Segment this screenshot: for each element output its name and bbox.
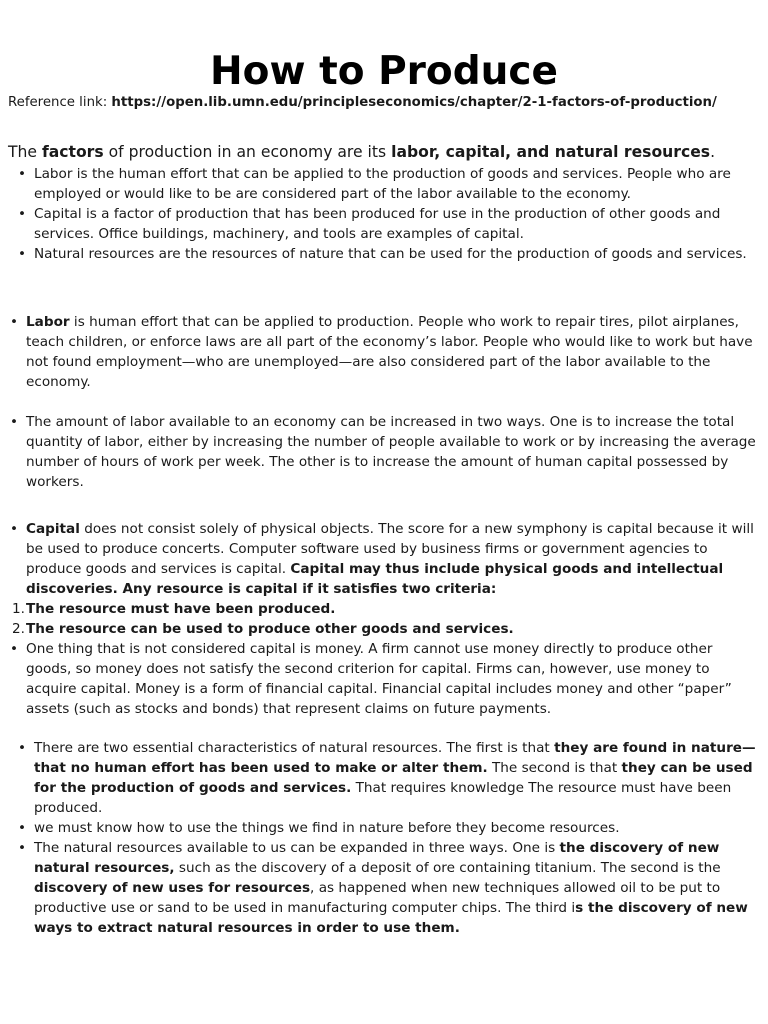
- natural-bold: the discovery of new natural resources,: [34, 840, 720, 876]
- bullet-icon: •: [17, 206, 27, 222]
- bullet-icon: •: [17, 740, 27, 756]
- bullet-icon: •: [17, 840, 27, 856]
- list-item: [12, 599, 756, 619]
- natural-resources-section: [17, 738, 760, 938]
- natural-bold: they are found in nature—that no human effort has been used to make or alter them.: [34, 740, 756, 776]
- natural-text: There are two essential characteristics of natural resources. The first is that: [34, 740, 555, 756]
- summary-labor: Labor is the human effort that can be applied to the production of goods and services. People who are employed or would like to be are considered part of the labor available to the economy.: [34, 166, 731, 202]
- natural-bold: they can be used for the production of goods and services.: [34, 760, 753, 796]
- list-item: [17, 838, 760, 938]
- bullet-icon: •: [17, 166, 27, 182]
- list-item: [17, 738, 760, 818]
- intro-bold-factors: factors: [41, 143, 104, 161]
- money-text: One thing that is not considered capital is money. A firm cannot use money directly to produce other goods, so money does not satisfy the second criterion for capital. Firms can, however, use money to acquire capital. Money is a form of financial capital. Financial capital includes money and other “paper” assets (such as stocks and bonds) that represent claims on future payments.: [26, 641, 732, 717]
- criterion-number: 1.: [12, 601, 25, 617]
- intro-text: The: [8, 143, 42, 161]
- reference-label: Reference link:: [8, 95, 112, 110]
- labor-section: [9, 312, 756, 392]
- criterion-text: The resource must have been produced.: [26, 601, 336, 617]
- list-item: [9, 639, 756, 719]
- list-item: [9, 312, 756, 392]
- labor-amount-text: The amount of labor available to an economy can be increased in two ways. One is to increase the total quantity of labor, either by increasing the number of people available to work or by increasing the average number of hours of work per week. The other is to increase the amount of human capital possessed by workers.: [26, 414, 756, 490]
- capital-definition: does not consist solely of physical objects. The score for a new symphony is capital because it will be used to produce concerts. Computer software used by business firms or government agencies to produce goods and services is capital.: [26, 521, 754, 577]
- natural-text: such as the discovery of a deposit of ore containing titanium. The second is the: [174, 860, 721, 876]
- list-item: [12, 619, 756, 639]
- page-title: How to Produce: [210, 49, 558, 94]
- intro-text: .: [710, 143, 716, 161]
- natural-text: The second is that: [487, 760, 622, 776]
- natural-knowledge-text: we must know how to use the things we find in nature before they become resources.: [34, 820, 620, 836]
- labor-definition: is human effort that can be applied to production. People who work to repair tires, pilot airplanes, teach children, or enforce laws are all part of the economy’s labor. People who would like to work but have not found employment—who are unemployed—are also considered part of the labor available to the economy.: [26, 314, 753, 390]
- summary-natural-resources: Natural resources are the resources of nature that can be used for the production of goods and services.: [34, 246, 747, 262]
- bullet-icon: •: [9, 521, 19, 537]
- bullet-icon: •: [9, 641, 19, 657]
- criterion-number: 2.: [12, 621, 25, 637]
- intro-paragraph: [8, 141, 763, 163]
- bullet-icon: •: [17, 246, 27, 262]
- list-item: [17, 164, 760, 204]
- bullet-icon: •: [9, 314, 19, 330]
- list-item: [17, 204, 760, 244]
- list-item: [9, 412, 756, 492]
- labor-term: Labor: [26, 314, 70, 330]
- capital-section: [9, 519, 756, 719]
- list-item: [17, 244, 760, 264]
- reference-line: [8, 94, 768, 112]
- intro-text: of production in an economy are its: [103, 143, 392, 161]
- natural-text: That requires knowledge The resource must have been produced.: [34, 780, 732, 816]
- bullet-icon: •: [9, 414, 19, 430]
- intro-bold-factors-list: labor, capital, and natural resources: [391, 143, 711, 161]
- criterion-text: The resource can be used to produce other goods and services.: [26, 621, 514, 637]
- reference-url: https://open.lib.umn.edu/principleseconomics/chapter/2-1-factors-of-production/: [111, 95, 717, 110]
- summary-list: [17, 164, 760, 264]
- summary-capital: Capital is a factor of production that has been produced for use in the production of other goods and services. Office buildings, machinery, and tools are examples of capital.: [34, 206, 721, 242]
- capital-criteria-intro: Capital may thus include physical goods and intellectual discoveries. Any resource is capital if it satisfies two criteria:: [26, 561, 724, 597]
- natural-text: , as happened when new techniques allowed oil to be put to productive use or sand to be used in manufacturing computer chips. The third i: [34, 880, 721, 916]
- capital-term: Capital: [26, 521, 80, 537]
- list-item: [17, 818, 760, 838]
- natural-bold: s the discovery of new ways to extract natural resources in order to use them.: [34, 900, 748, 936]
- bullet-icon: •: [17, 820, 27, 836]
- natural-text: The natural resources available to us can be expanded in three ways. One is: [34, 840, 560, 856]
- labor-amount-section: [9, 412, 756, 492]
- list-item: [9, 519, 756, 599]
- natural-bold: discovery of new uses for resources: [34, 880, 311, 896]
